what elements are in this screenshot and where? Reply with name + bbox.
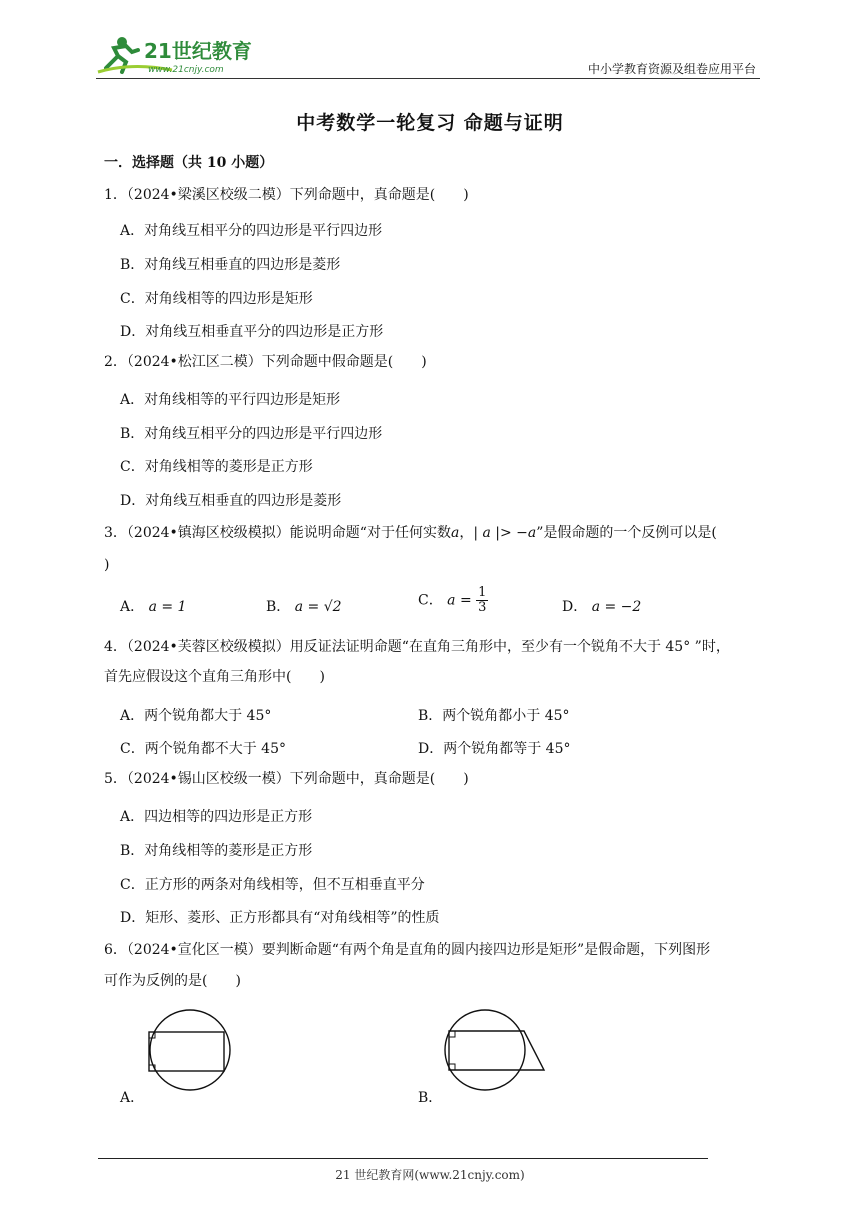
q4-stem-continued: 首先应假设这个直角三角形中( ) (104, 669, 325, 685)
q1-option-a: A．对角线互相平分的四边形是平行四边形 (120, 223, 383, 239)
footer-text: 21 世纪教育网(www.21cnjy.com) (335, 1168, 525, 1182)
q2-option-b: B．对角线互相平分的四边形是平行四边形 (120, 426, 383, 442)
q3-option-d-expr: a = −2 (591, 599, 642, 615)
question-4-stem: 4．（2024•芙蓉区校级模拟）用反证法证明命题“在直角三角形中，至少有一个锐角不大于 45° ”时， (104, 639, 730, 655)
q1-option-d: D．对角线互相垂直平分的四边形是正方形 (120, 324, 384, 340)
q3-abs-expression: | a |> −a (473, 525, 537, 541)
q5-option-a: A．四边相等的四边形是正方形 (120, 809, 313, 825)
footer-divider (98, 1158, 708, 1159)
platform-name: 中小学教育资源及组卷应用平台 (587, 62, 756, 76)
q3-option-b (266, 596, 342, 616)
q3-stem-part2: ”是假命题的一个反例可以是( (536, 525, 717, 541)
runner-logo-icon (92, 32, 262, 76)
q4-option-a: A．两个锐角都大于 45° (120, 708, 272, 724)
q3-option-d-label: D． (562, 599, 588, 615)
q5-option-c: C．正方形的两条对角线相等，但不互相垂直平分 (120, 877, 425, 893)
q5-option-d: D．矩形、菱形、正方形都具有“对角线相等”的性质 (120, 910, 440, 926)
q4-option-c: C．两个锐角都不大于 45° (120, 741, 286, 757)
q6-stem-continued: 可作为反例的是( ) (104, 973, 241, 989)
q3-option-a-label: A． (120, 599, 145, 615)
q3-option-d (562, 596, 641, 616)
q3-stem-part1: 3．（2024•镇海区校级模拟）能说明命题“对于任何实数 (104, 525, 451, 541)
svg-text:www.21cnjy.com: www.21cnjy.com (148, 65, 224, 75)
question-3-stem (104, 518, 764, 548)
svg-text:21世纪教育: 21世纪教育 (144, 39, 252, 63)
q3-option-b-label: B． (266, 599, 291, 615)
site-logo (92, 32, 262, 76)
figure-a-circle-rectangle (140, 1008, 240, 1092)
q2-option-d: D．对角线互相垂直的四边形是菱形 (120, 493, 342, 509)
fraction-denominator: 3 (478, 600, 487, 615)
q5-option-b: B．对角线相等的菱形是正方形 (120, 843, 313, 859)
q4-option-b: B．两个锐角都小于 45° (418, 708, 570, 724)
figure-b-circle-trapezoid (440, 1008, 550, 1092)
q3-option-a (120, 596, 186, 616)
q3-option-b-expr: a = √2 (294, 599, 342, 615)
q2-option-c: C．对角线相等的菱形是正方形 (120, 459, 313, 475)
q3-option-a-expr: a = 1 (148, 599, 187, 615)
question-5-stem: 5．（2024•锡山区校级一模）下列命题中，真命题是( ) (104, 771, 469, 787)
q3-comma: ， (459, 525, 474, 541)
q6-option-b-label: B． (418, 1090, 443, 1106)
fraction-numerator: 1 (478, 585, 487, 600)
q1-option-b: B．对角线互相垂直的四边形是菱形 (120, 257, 341, 273)
q2-option-a: A．对角线相等的平行四边形是矩形 (120, 392, 341, 408)
page-title: 中考数学一轮复习 命题与证明 (296, 112, 564, 134)
question-6-stem: 6．（2024•宣化区一模）要判断命题“有两个角是直角的圆内接四边形是矩形”是假命题，下列图形 (104, 942, 711, 958)
section-heading: 一．选择题（共 10 小题） (104, 155, 274, 171)
q1-option-c: C．对角线相等的四边形是矩形 (120, 291, 313, 307)
q3-option-c-fraction (476, 586, 488, 615)
q3-option-c-label: C． (418, 592, 443, 609)
q3-stem-continued: ) (104, 557, 110, 573)
q3-var-a: a (450, 525, 460, 541)
question-1-stem: 1．（2024•梁溪区校级二模）下列命题中，真命题是( ) (104, 187, 469, 203)
header-divider (96, 78, 760, 79)
q3-option-c-lhs: a = (447, 592, 472, 609)
q3-option-c (418, 586, 488, 615)
q4-option-d: D．两个锐角都等于 45° (418, 741, 571, 757)
q6-option-a-label: A． (120, 1090, 145, 1106)
question-2-stem: 2．（2024•松江区二模）下列命题中假命题是( ) (104, 354, 427, 370)
